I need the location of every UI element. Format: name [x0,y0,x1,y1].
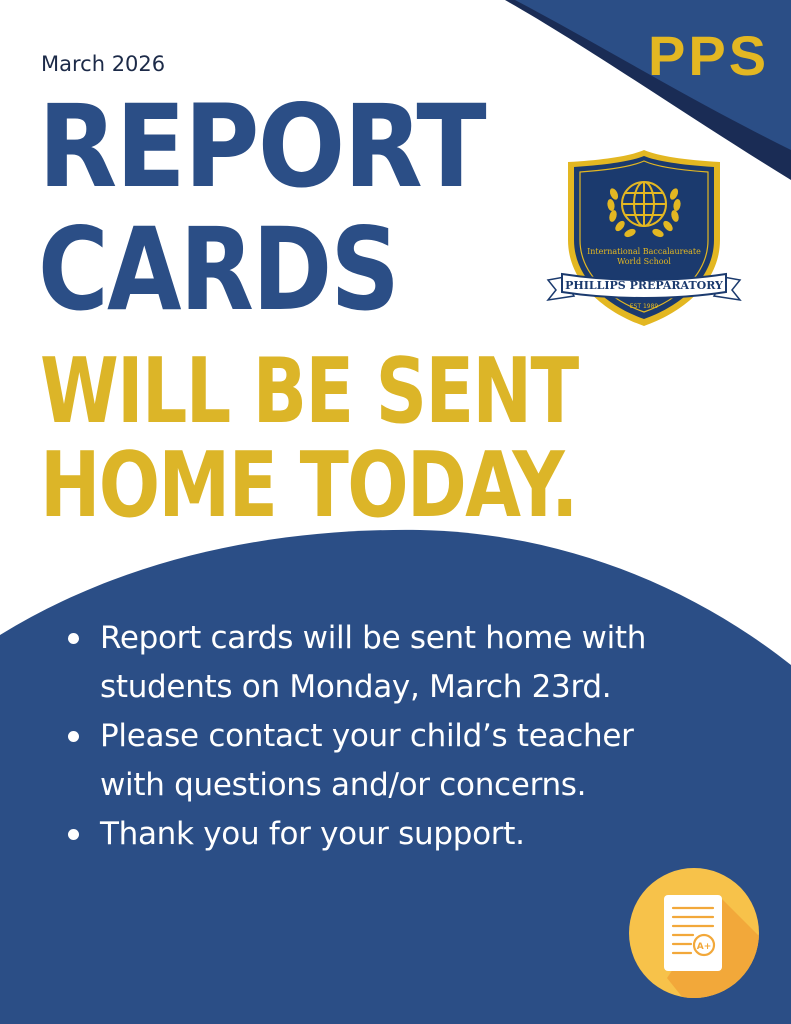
bullet-item [64,614,684,712]
headline-home-today: HOME TODAY. [40,432,577,538]
bullet-text: Please contact your child’s teacher with questions and/or concerns. [100,718,634,803]
school-crest-logo [544,148,744,328]
date-label: March 2026 [41,52,166,76]
bullet-dot-icon [68,829,79,840]
crest-tagline-1: International Baccalaureate [587,247,701,256]
crest-tagline-2: World School [617,257,671,266]
info-bullet-list [64,614,684,859]
crest-established: EST 1989 [629,303,659,310]
bullet-text: Report cards will be sent home with students on Monday, March 23rd. [100,620,647,705]
grade-label: A+ [696,942,712,952]
headline-report: REPORT [38,80,485,214]
crest-banner-text: PHILLIPS PREPARATORY [565,279,723,292]
headline-cards: CARDS [38,203,399,337]
bullet-dot-icon [68,731,79,742]
bullet-item [64,810,684,859]
bullet-dot-icon [68,633,79,644]
bullet-text: Thank you for your support. [100,816,525,852]
report-card-icon [629,868,759,998]
brand-abbreviation: PPS [648,24,770,87]
bullet-item [64,712,684,810]
globe-icon [622,182,666,226]
headline-will-be-sent: WILL BE SENT [40,338,578,444]
